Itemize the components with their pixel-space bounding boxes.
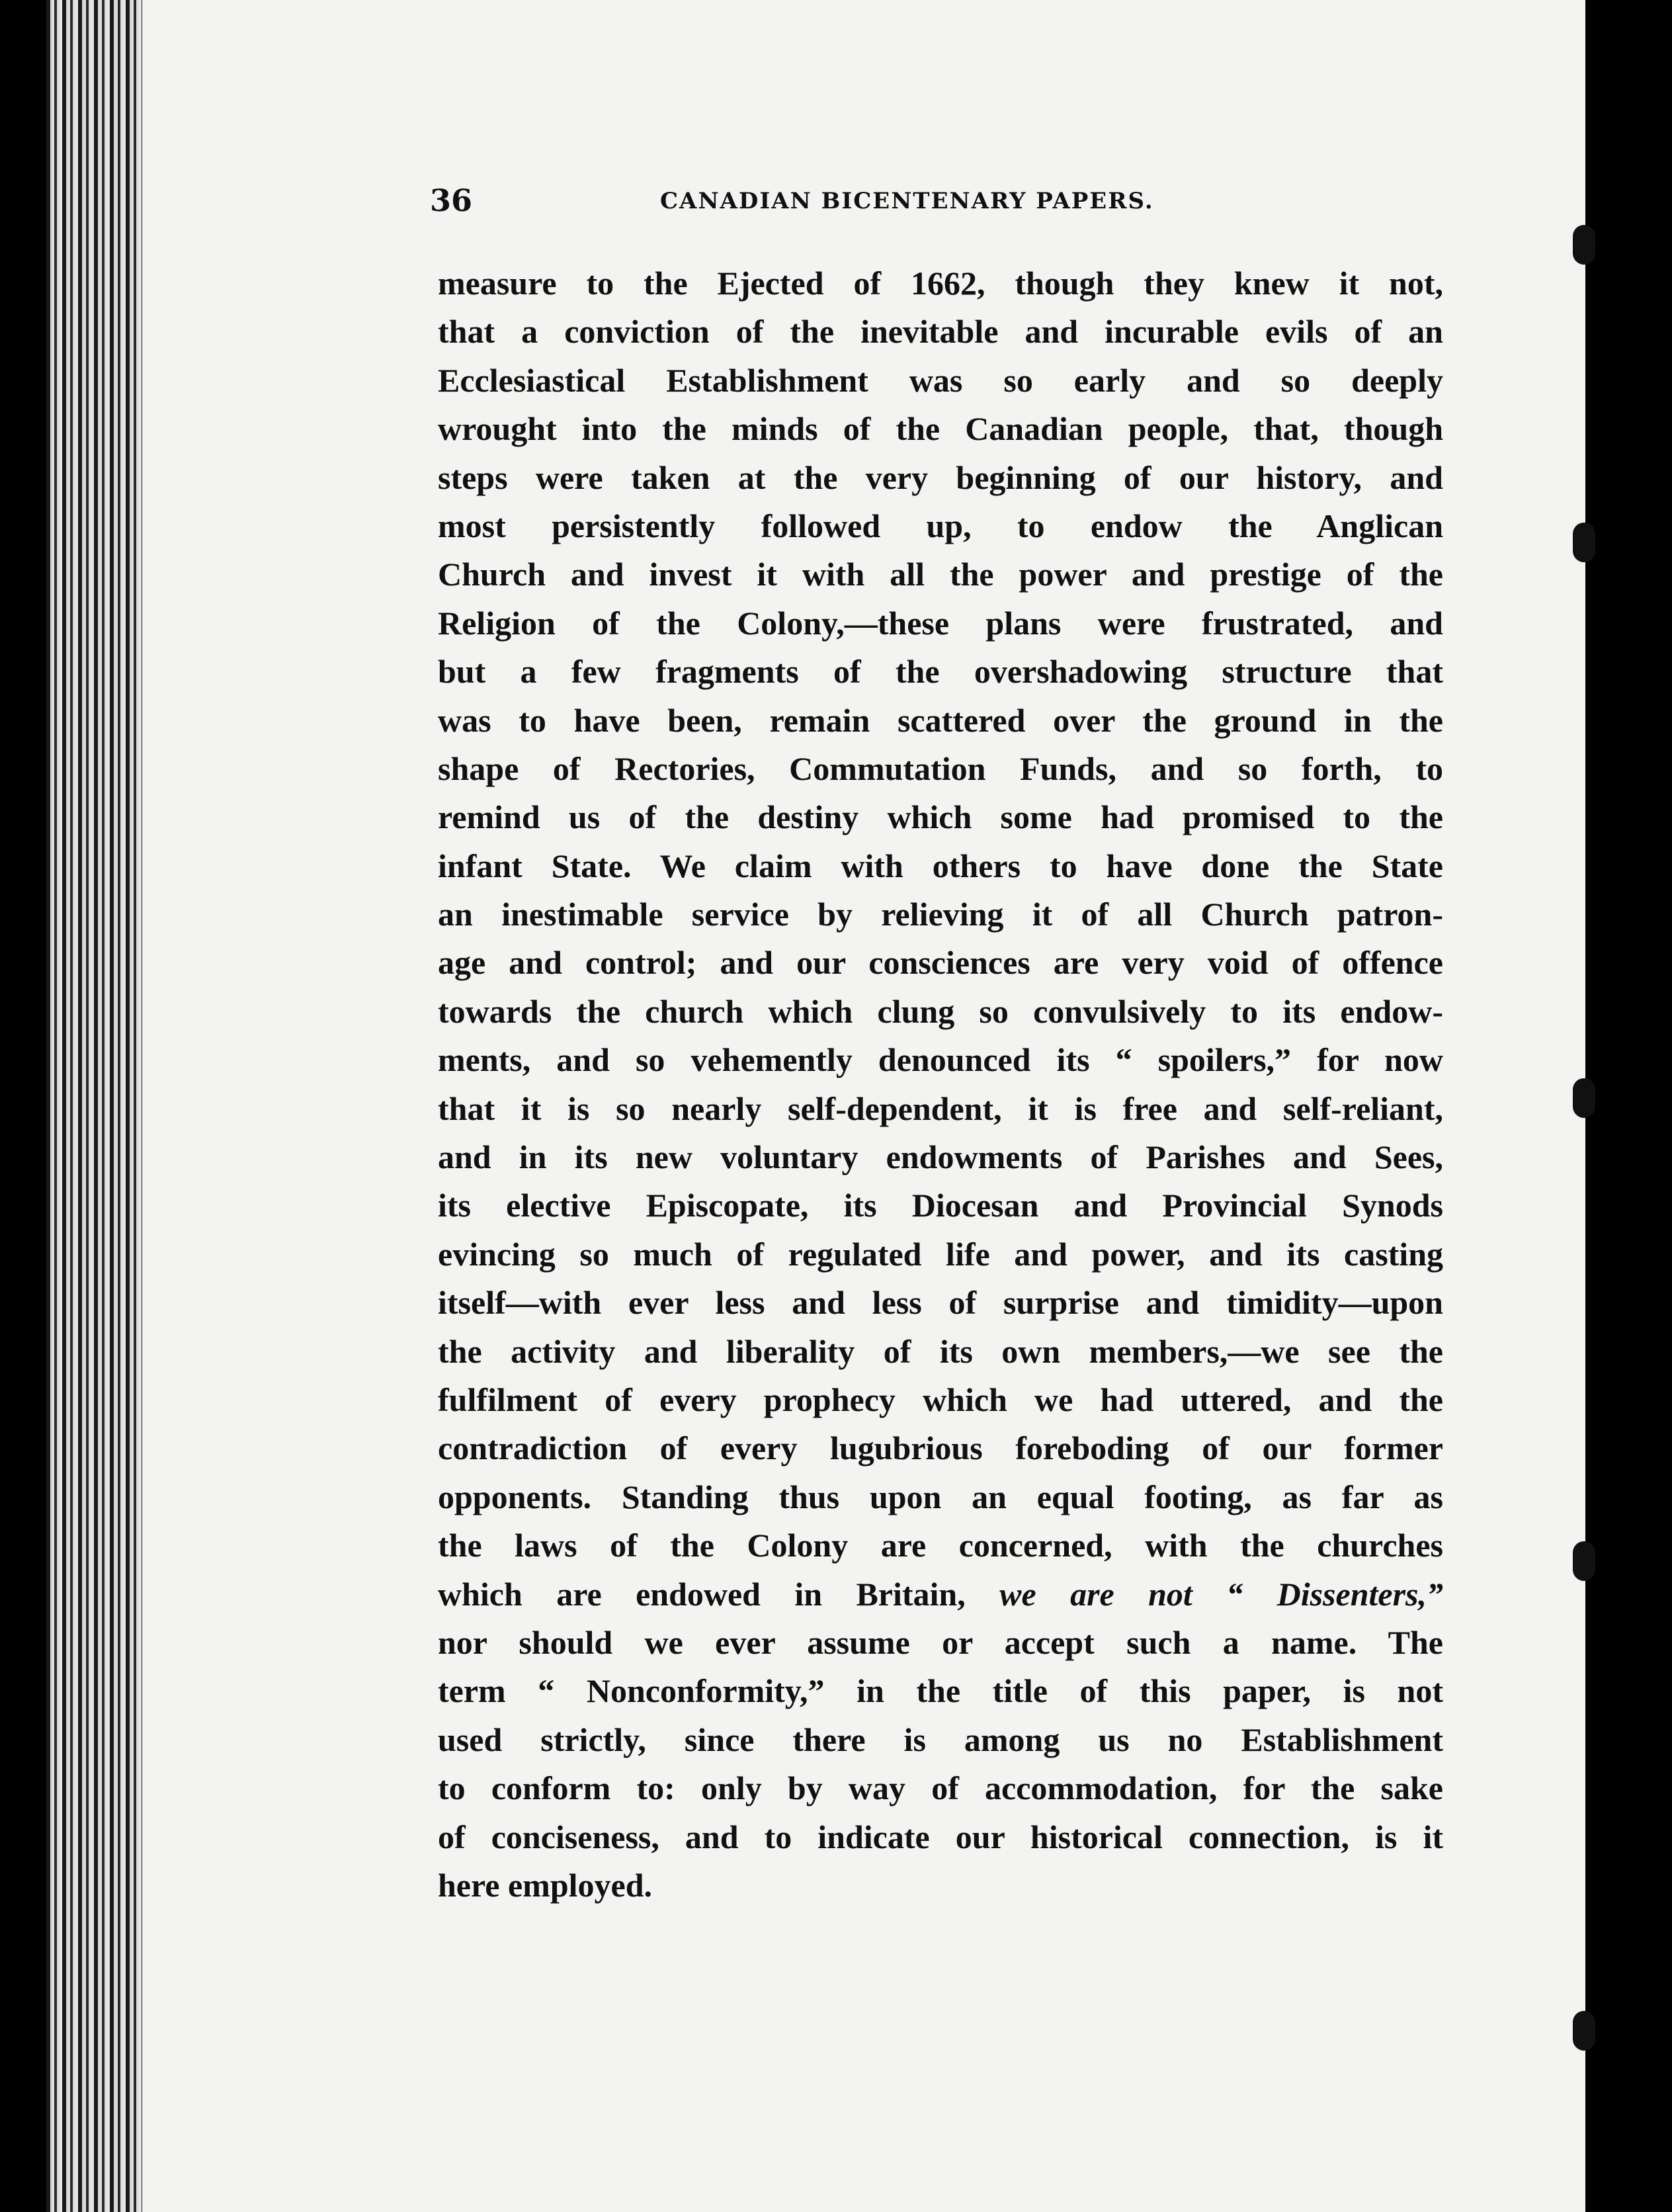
- text-line: Religion of the Colony,—these plans were frustrated, and: [438, 604, 1443, 642]
- text-line: ments, and so vehemently denounced its “ spoilers,” for now: [438, 1041, 1443, 1079]
- text-line: Ecclesiastical Establishment was so early and so deeply: [438, 361, 1443, 399]
- text-line: wrought into the minds of the Canadian people, that, though: [438, 410, 1443, 448]
- text-line: its elective Episcopate, its Diocesan and Provincial Synods: [438, 1187, 1443, 1224]
- text-line: measure to the Ejected of 1662, though they knew it not,: [438, 265, 1443, 302]
- text-line: contradiction of every lugubrious foreboding of our former: [438, 1429, 1443, 1467]
- text-line: towards the church which clung so convulsively to its endow-: [438, 992, 1443, 1030]
- text-line: to conform to: only by way of accommodation, for the sake: [438, 1769, 1443, 1807]
- text-line: was to have been, remain scattered over the ground in the: [438, 701, 1443, 739]
- text-line: itself—with ever less and less of surprise and timidity—upon: [438, 1284, 1443, 1322]
- text-line: but a few fragments of the overshadowing structure that: [438, 653, 1443, 691]
- text-line: term “ Nonconformity,” in the title of this paper, is not: [438, 1672, 1443, 1710]
- text-line: opponents. Standing thus upon an equal footing, as far as: [438, 1478, 1443, 1515]
- binding-mark: [1573, 2011, 1595, 2051]
- text-line: age and control; and our consciences are very void of offence: [438, 944, 1443, 982]
- text-line: that a conviction of the inevitable and incurable evils of an: [438, 313, 1443, 351]
- text-line: here employed.: [438, 1866, 653, 1904]
- running-head: CANADIAN BICENTENARY PAPERS.: [660, 188, 1154, 214]
- text-line: used strictly, since there is among us no Establishment: [438, 1721, 1443, 1758]
- text-line: nor should we ever assume or accept such a name. The: [438, 1623, 1443, 1661]
- text-line: fulfilment of every prophecy which we had uttered, and the: [438, 1381, 1443, 1418]
- text-line: infant State. We claim with others to have done the State: [438, 847, 1443, 884]
- page-header: [430, 183, 1442, 222]
- text-line: remind us of the destiny which some had promised to the: [438, 798, 1443, 836]
- text-segment: which are endowed in Britain,: [438, 1575, 1000, 1613]
- text-line: shape of Rectories, Commutation Funds, and so forth, to: [438, 749, 1443, 787]
- binding-mark: [1573, 523, 1595, 562]
- italic-text-segment: we are not “ Dissenters,”: [999, 1575, 1444, 1613]
- text-line: that it is so nearly self-dependent, it is free and self-reliant,: [438, 1089, 1443, 1127]
- book-page-edges: [46, 0, 146, 2212]
- text-line: most persistently followed up, to endow the Anglican: [438, 507, 1443, 544]
- text-line: the activity and liberality of its own members,—we see the: [438, 1332, 1443, 1370]
- text-line: an inestimable service by relieving it of all Church patron-: [438, 896, 1443, 933]
- text-line: evincing so much of regulated life and power, and its casting: [438, 1235, 1443, 1273]
- text-line: of conciseness, and to indicate our historical connection, is it: [438, 1818, 1443, 1855]
- binding-mark: [1573, 1078, 1595, 1118]
- text-line: steps were taken at the very beginning of our history, and: [438, 458, 1443, 496]
- text-line: and in its new voluntary endowments of Parishes and Sees,: [438, 1138, 1443, 1176]
- binding-mark: [1573, 225, 1595, 265]
- text-line: [438, 1570, 1443, 1619]
- text-line: Church and invest it with all the power and prestige of the: [438, 556, 1443, 593]
- page-number: 36: [430, 183, 473, 218]
- text-line: the laws of the Colony are concerned, with the churches: [438, 1527, 1443, 1564]
- body-text: [438, 259, 1443, 1910]
- binding-mark: [1573, 1541, 1595, 1581]
